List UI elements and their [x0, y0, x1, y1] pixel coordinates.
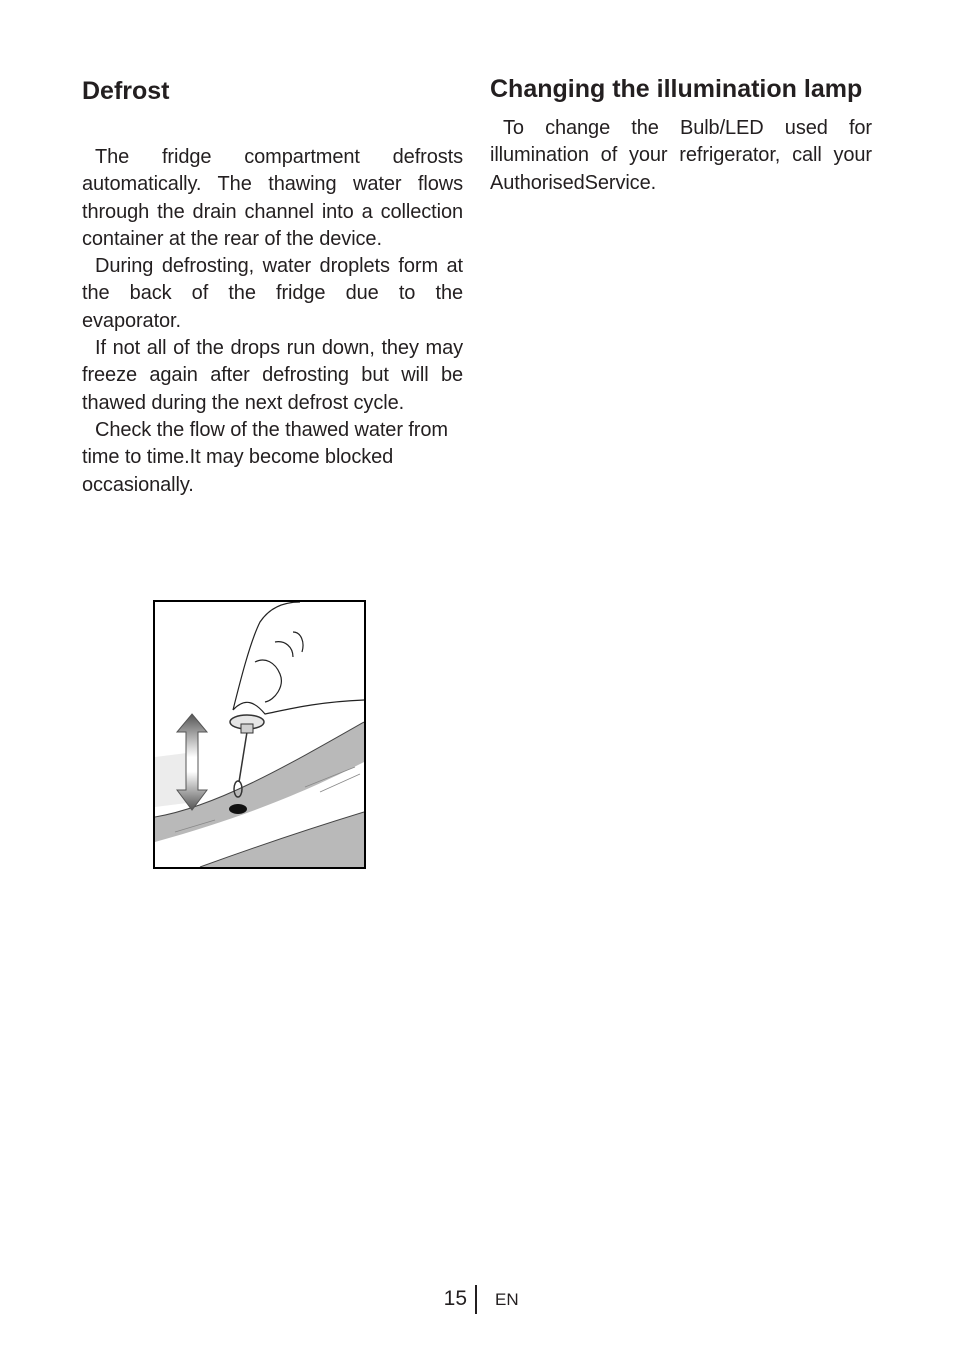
- drain-hole: [229, 804, 247, 814]
- page-number: 15: [443, 1287, 467, 1310]
- defrost-paragraph-4: Check the flow of the thawed water from time to time.It may become blocked occasionally.: [82, 418, 448, 496]
- lamp-paragraph-1: To change the Bulb/LED used for illumination of your refrigerator, call your AuthorisedService.: [490, 117, 872, 194]
- page-footer: [0, 1285, 954, 1315]
- defrost-heading: Defrost: [82, 77, 170, 105]
- language-code: EN: [495, 1290, 519, 1309]
- defrost-paragraph-3: If not all of the drops run down, they may freeze again after defrosting but will be thawed during the next defrost cycle.: [82, 337, 463, 414]
- cleaning-tool-rod: [239, 732, 247, 782]
- defrost-paragraph-2: During defrosting, water droplets form at the back of the fridge due to the evaporator.: [82, 255, 463, 332]
- lamp-heading: Changing the illumination lamp: [490, 75, 863, 103]
- drain-cleaning-drawing: [155, 602, 364, 867]
- defrost-body: [82, 144, 463, 499]
- lamp-section: [490, 76, 872, 197]
- lamp-body: [490, 115, 872, 197]
- footer-divider: [475, 1285, 477, 1314]
- defrost-section: [82, 76, 463, 499]
- defrost-paragraph-1: The fridge compartment defrosts automatically. The thawing water flows through the drain channel into a collection container at the rear of the device.: [82, 146, 463, 250]
- drain-cleaning-illustration: [153, 600, 366, 869]
- hand-outline: [233, 602, 364, 714]
- cleaning-tool-neck: [241, 724, 253, 733]
